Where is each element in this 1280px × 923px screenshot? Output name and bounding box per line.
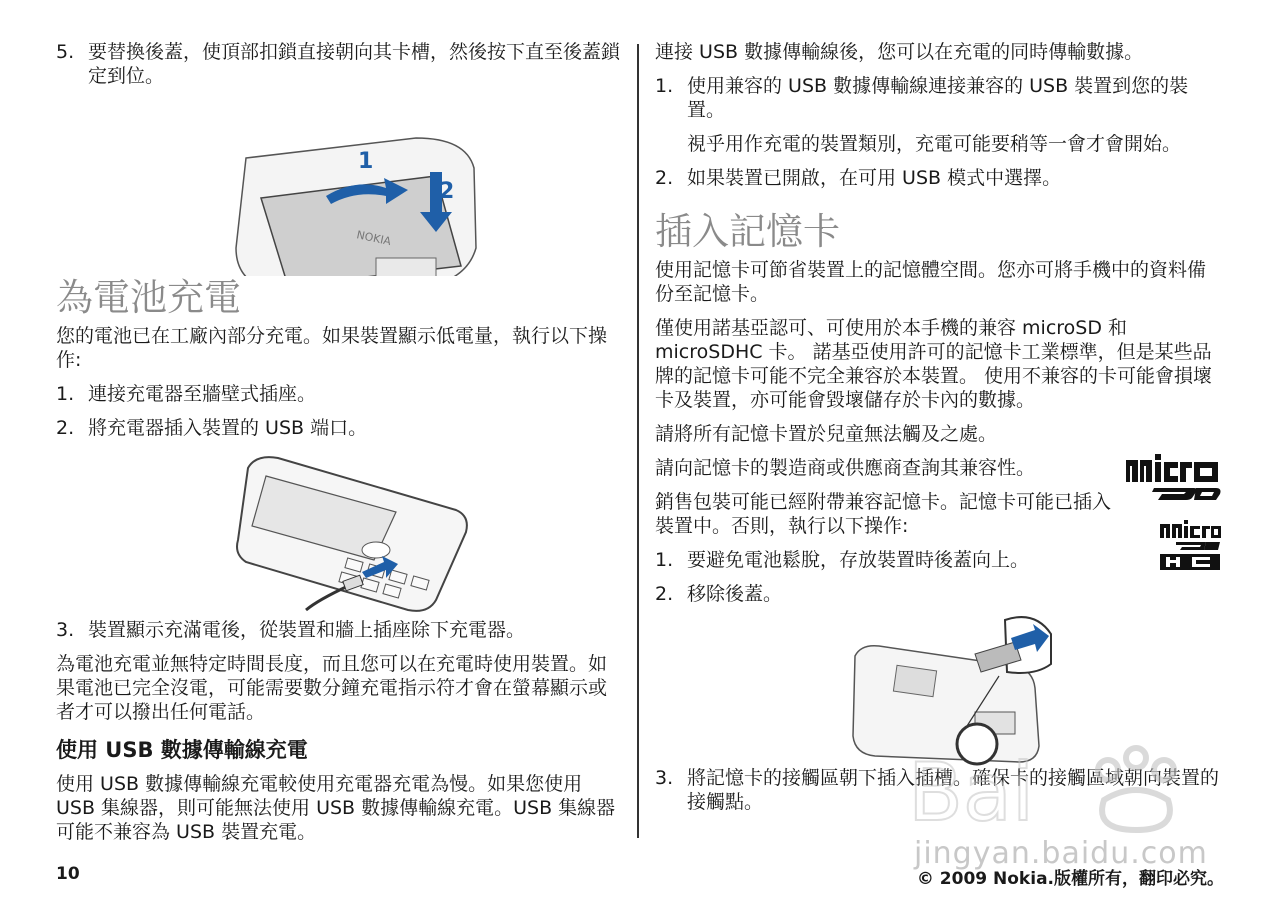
page-number: 10 [56, 864, 80, 884]
svg-text:NOKIA: NOKIA [355, 228, 393, 249]
step-number: 3. [56, 619, 75, 641]
step-text: 將記憶卡的接觸區朝下插入插槽。確保卡的接觸區域朝向裝置的接觸點。 [687, 767, 1220, 813]
usb-transfer-intro: 連接 USB 數據傳輸線後，您可以在充電的同時傳輸數據。 [655, 41, 1144, 63]
step-text: 連接充電器至牆壁式插座。 [88, 383, 317, 405]
microsd-logo [1124, 452, 1222, 502]
figure-label-2: 2 [439, 179, 455, 204]
usb-step-1 [655, 74, 1221, 156]
step-note: 視乎用作充電的裝置類別，充電可能要稍等一會才會開始。 [687, 133, 1182, 155]
phone-charging-illustration [56, 450, 620, 618]
step-text: 使用兼容的 USB 數據傳輸線連接兼容的 USB 裝置到您的裝置。 [687, 75, 1189, 121]
microsdhc-logo [1158, 520, 1222, 572]
charging-step-3 [56, 618, 620, 642]
step-5 [56, 40, 620, 88]
step-text: 要避免電池鬆脫，存放裝置時後蓋向上。 [687, 549, 1030, 571]
figure-label-1: 1 [358, 149, 374, 174]
step-number: 1. [655, 549, 674, 571]
right-column [655, 40, 1221, 824]
step-number: 2. [655, 583, 674, 605]
charger-figure [56, 450, 620, 618]
step-number: 5. [56, 41, 75, 63]
memory-card-paragraph-4: 請向記憶卡的製造商或供應商查詢其兼容性。 [655, 457, 1036, 479]
left-column [56, 40, 620, 854]
step-number: 2. [56, 417, 75, 439]
usb-charging-heading: 使用 USB 數據傳輸線充電 [56, 738, 308, 762]
charging-intro: 您的電池已在工廠內部分充電。如果裝置顯示低電量，執行以下操作: [56, 325, 608, 371]
phone-back-cover-illustration [56, 98, 620, 276]
back-cover-figure [56, 98, 620, 276]
memory-card-paragraph-3: 請將所有記憶卡置於兒童無法觸及之處。 [655, 423, 998, 445]
step-text: 裝置顯示充滿電後，從裝置和牆上插座除下充電器。 [88, 619, 526, 641]
memory-card-paragraph-5: 銷售包裝可能已經附帶兼容記憶卡。記憶卡可能已插入裝置中。否則，執行以下操作: [655, 491, 1112, 537]
section-title-charging: 為電池充電 [56, 276, 241, 319]
step-text: 如果裝置已開啟，在可用 USB 模式中選擇。 [687, 167, 1062, 189]
watermark-text: jingyan.baidu.com [914, 836, 1208, 871]
step-text: 要替換後蓋，使頂部扣鎖直接朝向其卡槽，然後按下直至後蓋鎖定到位。 [88, 41, 621, 87]
usb-step-2 [655, 166, 1221, 190]
card-step-2 [655, 582, 1221, 606]
charging-step-1 [56, 382, 620, 406]
column-divider [637, 44, 639, 838]
step-number: 2. [655, 167, 674, 189]
copyright-notice: © 2009 Nokia.版權所有，翻印必究。 [916, 869, 1224, 889]
step-number: 1. [655, 75, 674, 97]
charging-step-2 [56, 416, 620, 440]
step-number: 1. [56, 383, 75, 405]
section-title-memory-card: 插入記憶卡 [655, 210, 840, 253]
step-number: 3. [655, 767, 674, 789]
memory-card-paragraph-1: 使用記憶卡可節省裝置上的記憶體空間。您亦可將手機中的資料備份至記憶卡。 [655, 259, 1207, 305]
usb-charging-paragraph: 使用 USB 數據傳輸線充電較使用充電器充電為慢。如果您使用 USB 集線器，則可能無法使用 USB 數據傳輸線充電。USB 集線器可能不兼容為 USB 裝置充電。 [56, 773, 616, 843]
step-text: 移除後蓋。 [687, 583, 783, 605]
card-step-1 [655, 548, 1221, 572]
memory-card-paragraph-2: 僅使用諾基亞認可、可使用於本手機的兼容 microSD 和 microSDHC 卡。 諾基亞使用許可的記憶卡工業標準，但是某些品牌的記憶卡可能不完全兼容於本裝置。 使用不兼容的卡可能會損壞卡及裝置，亦可能會毀壞儲存於卡內的數據。 [655, 317, 1213, 411]
charging-duration-paragraph: 為電池充電並無特定時間長度，而且您可以在充電時使用裝置。如果電池已完全沒電，可能需要數分鐘充電指示符才會在螢幕顯示或者才可以撥出任何電話。 [56, 653, 608, 723]
step-text: 將充電器插入裝置的 USB 端口。 [88, 417, 368, 439]
svg-text:Bai: Bai [908, 746, 1035, 839]
